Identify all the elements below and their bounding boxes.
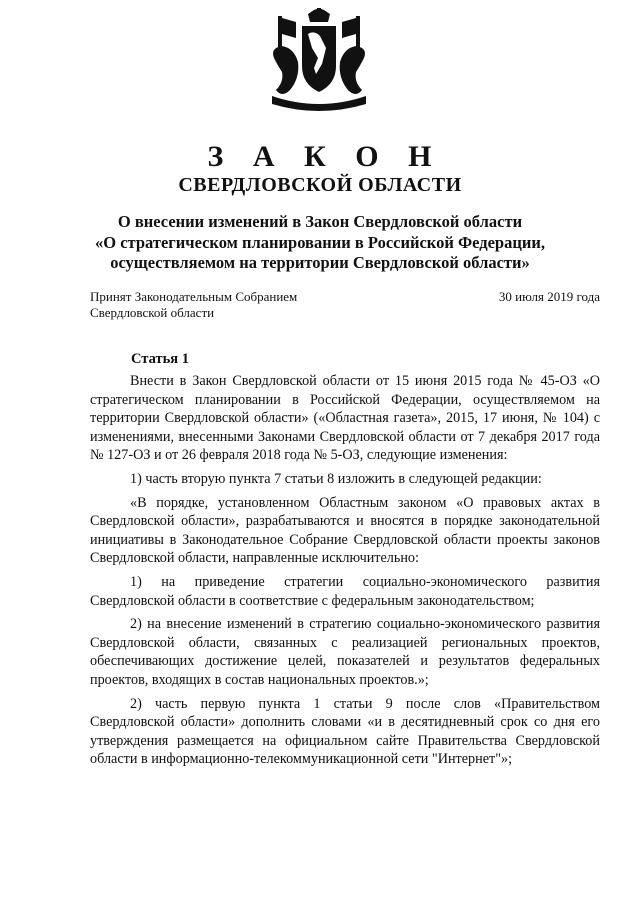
paragraph: Внести в Закон Свердловской области от 15 июня 2015 года № 45-ОЗ «О стратегическом планировании в Российской Федерации, осуществляемом на территории Свердловской области» («Областная газета», 2015, 17 июня, № 104) с изменениями, внесенными Законами Свердловской области от 7 декабря 2017 года № 127-ОЗ и от 26 февраля 2018 года № 5-ОЗ, следующие изменения: (90, 373, 600, 464)
paragraph: «В порядке, установленном Областным законом «О правовых актах в Свердловской области», разрабатываются и вносятся в порядке законодательной инициативы в Законодательное Собрание Свердловской области проекты законов Свердловской области, направленные исключительно: (90, 494, 600, 567)
article-body (90, 372, 600, 774)
adopted-by (90, 289, 297, 321)
coat-of-arms-emblem-icon (264, 8, 374, 118)
paragraph: 2) часть первую пункта 1 статьи 9 после слов «Правительством Свердловской области» дополнить словами «и в десятидневный срок со дня его утверждения размещается на официальном сайте Правительства Свердловской области в информационно-телекоммуникационной сети "Интернет"»; (90, 695, 600, 768)
paragraph: 1) часть вторую пункта 7 статьи 8 изложить в следующей редакции: (130, 470, 542, 487)
law-title: З А К О Н (207, 140, 443, 173)
law-heading-line: «О стратегическом планировании в Российской Федерации, (95, 232, 545, 252)
adoption-date: 30 июля 2019 года (498, 289, 600, 304)
article-title: Статья 1 (131, 351, 189, 367)
paragraph: 2) на внесение изменений в стратегию социально-экономического развития Свердловской области, связанных с реализацией региональных проектов, обеспечивающих достижение целей, показателей и результатов федеральных проектов, входящих в состав национальных проектов.»; (90, 616, 600, 688)
paragraph: 1) на приведение стратегии социально-экономического развития Свердловской области в соответствие с федеральным законодательством; (90, 573, 600, 609)
law-heading-line: О внесении изменений в Закон Свердловской области (117, 212, 523, 231)
law-heading-line: осуществляемом на территории Свердловской области» (110, 253, 530, 272)
adopted-by-line: Принят Законодательным Собранием (90, 289, 298, 304)
region-title: СВЕРДЛОВСКОЙ ОБЛАСТИ (178, 174, 462, 196)
law-heading (40, 212, 600, 274)
adopted-by-line: Свердловской области (90, 305, 215, 320)
